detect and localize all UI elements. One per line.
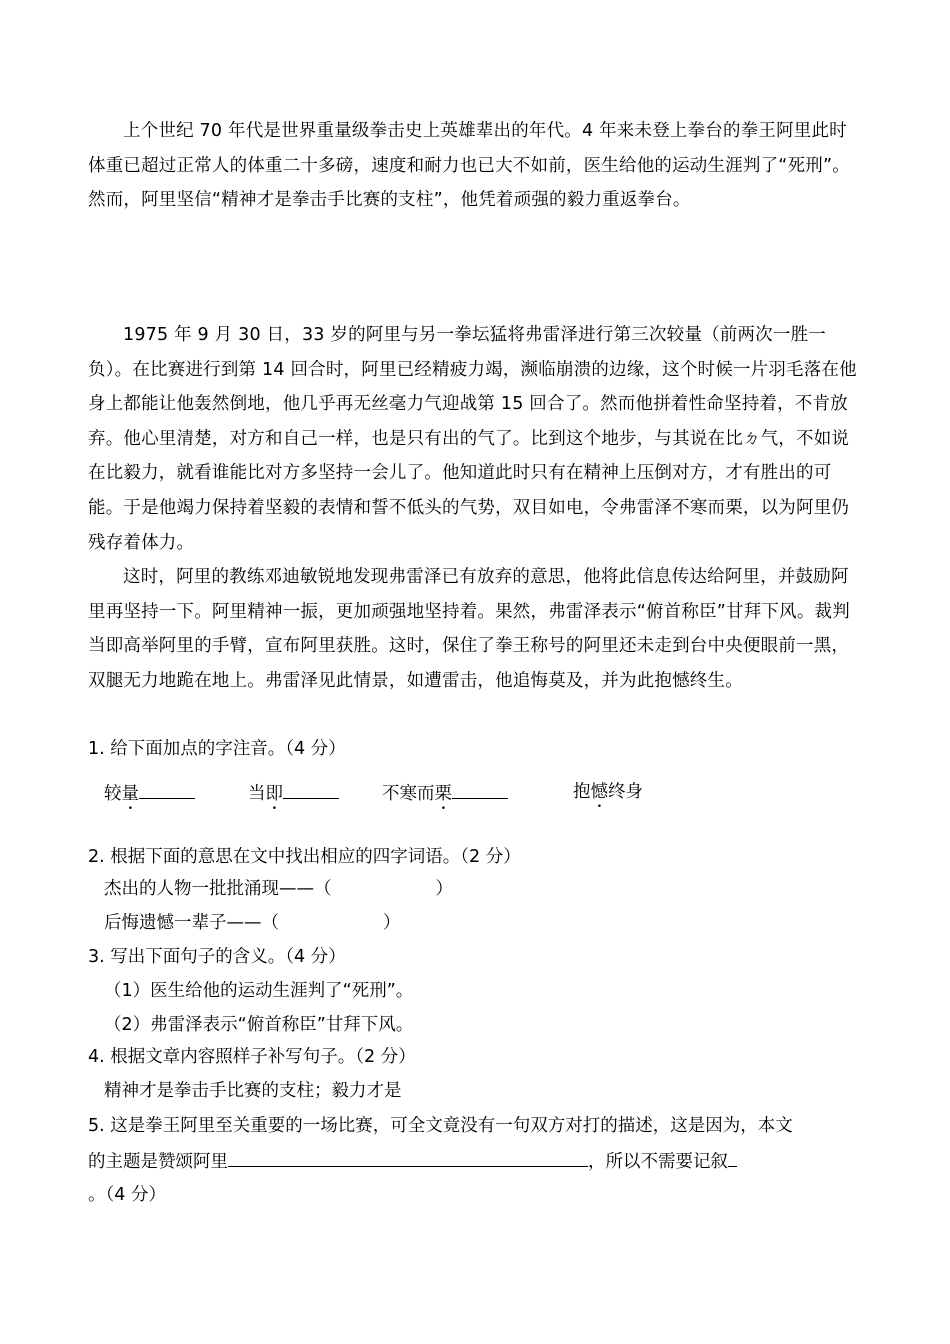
q2-prompt-b-close: ） <box>383 913 401 933</box>
q1-word-3-text: 不寒而 <box>382 784 435 804</box>
question-4-title: 4. 根据文章内容照样子补写句子。（2 分） <box>88 1047 416 1067</box>
q2-prompt-b-text: 后悔遗憾一辈子——（ <box>104 913 279 933</box>
q1-word-3-dotted: 栗 <box>434 784 452 804</box>
question-2-title: 2. 根据下面的意思在文中找出相应的四字词语。（2 分） <box>88 847 521 867</box>
q1-word-1 <box>104 780 195 814</box>
question-5-line-1: 5. 这是拳王阿里至关重要的一场比赛，可全文竟没有一句双方对打的描述，这是因为，本文 <box>88 1116 793 1136</box>
question-3-title: 3. 写出下面句子的含义。（4 分） <box>88 947 346 967</box>
q1-answer-blank-2[interactable] <box>283 780 339 799</box>
q1-word-2-text: 当 <box>248 784 266 804</box>
q2-prompt-a-text: 杰出的人物一批批涌现——（ <box>104 879 332 899</box>
q1-word-4-text: 抱 <box>573 782 591 802</box>
q5-answer-blank[interactable] <box>228 1148 588 1167</box>
q1-answer-blank-1[interactable] <box>139 780 195 799</box>
q5-line-2-end: ，所以不需要记叙 <box>588 1152 728 1172</box>
q3-sentence-2: （2）弗雷泽表示“俯首称臣”甘拜下风。 <box>104 1015 414 1035</box>
question-5-line-2 <box>88 1148 737 1174</box>
q2-prompt-b <box>104 911 401 935</box>
q1-word-4-rest: 终身 <box>608 782 643 802</box>
passage-paragraph-3: 这时，阿里的教练邓迪敏锐地发现弗雷泽已有放弃的意思，他将此信息传达给阿里，并鼓励阿里再坚持一下。阿里精神一振，更加顽强地坚持着。果然，弗雷泽表示“俯首称臣”甘拜下风。裁判当即高举阿里的手臂，宣布阿里获胜。这时，保住了拳王称号的阿里还未走到台中央便眼前一黑，双腿无力地跪在地上。弗雷泽见此情景，如遭雷击，他追悔莫及，并为此抱憾终生。 <box>88 567 850 691</box>
q1-word-4-dotted: 憾 <box>590 782 608 802</box>
q1-word-4 <box>573 780 643 812</box>
q2-prompt-a <box>104 877 453 901</box>
q1-word-3 <box>382 780 508 814</box>
q1-answer-blank-3[interactable] <box>452 780 508 799</box>
q5-trailing-blank[interactable] <box>728 1148 737 1167</box>
q2-prompt-a-close: ） <box>435 879 453 899</box>
q1-word-2 <box>248 780 339 814</box>
q4-sentence: 精神才是拳击手比赛的支柱；毅力才是 <box>104 1081 402 1101</box>
question-5-line-3: 。（4 分） <box>88 1185 166 1205</box>
q3-sentence-1: （1）医生给他的运动生涯判了“死刑”。 <box>104 981 414 1001</box>
q5-line-2-start: 的主题是赞颂阿里 <box>88 1152 228 1172</box>
q1-word-1-text: 较 <box>104 784 122 804</box>
q1-word-1-dotted: 量 <box>121 784 139 804</box>
passage-paragraph-2: 1975 年 9 月 30 日，33 岁的阿里与另一拳坛猛将弗雷泽进行第三次较量（前两次一胜一负）。在比赛进行到第 14 回合时，阿里已经精疲力竭，濒临崩溃的边缘，这个时候一片羽毛落在他身上都能让他轰然倒地，他几乎再无丝毫力气迎战第 15 回合了。然而他拼着性命坚持着，不肯放弃。他心里清楚，对方和自己一样，也是只有出的气了。比到这个地步，与其说在比ㄉ气，不如说在比毅力，就看谁能比对方多坚持一会儿了。他知道此时只有在精神上压倒对方，才有胜出的可能。于是他竭力保持着坚毅的表情和誓不低头的气势，双目如电，令弗雷泽不寒而栗，以为阿里仍残存着体力。 <box>88 325 857 553</box>
q1-word-2-dotted: 即 <box>265 784 283 804</box>
question-1-title: 1. 给下面加点的字注音。（4 分） <box>88 739 346 759</box>
passage-paragraph-1: 上个世纪 70 年代是世界重量级拳击史上英雄辈出的年代。4 年来未登上拳台的拳王阿里此时体重已超过正常人的体重二十多磅，速度和耐力也已大不如前，医生给他的运动生涯判了“死刑”。然而，阿里坚信“精神才是拳击手比赛的支柱”，他凭着顽强的毅力重返拳台。 <box>88 121 850 211</box>
